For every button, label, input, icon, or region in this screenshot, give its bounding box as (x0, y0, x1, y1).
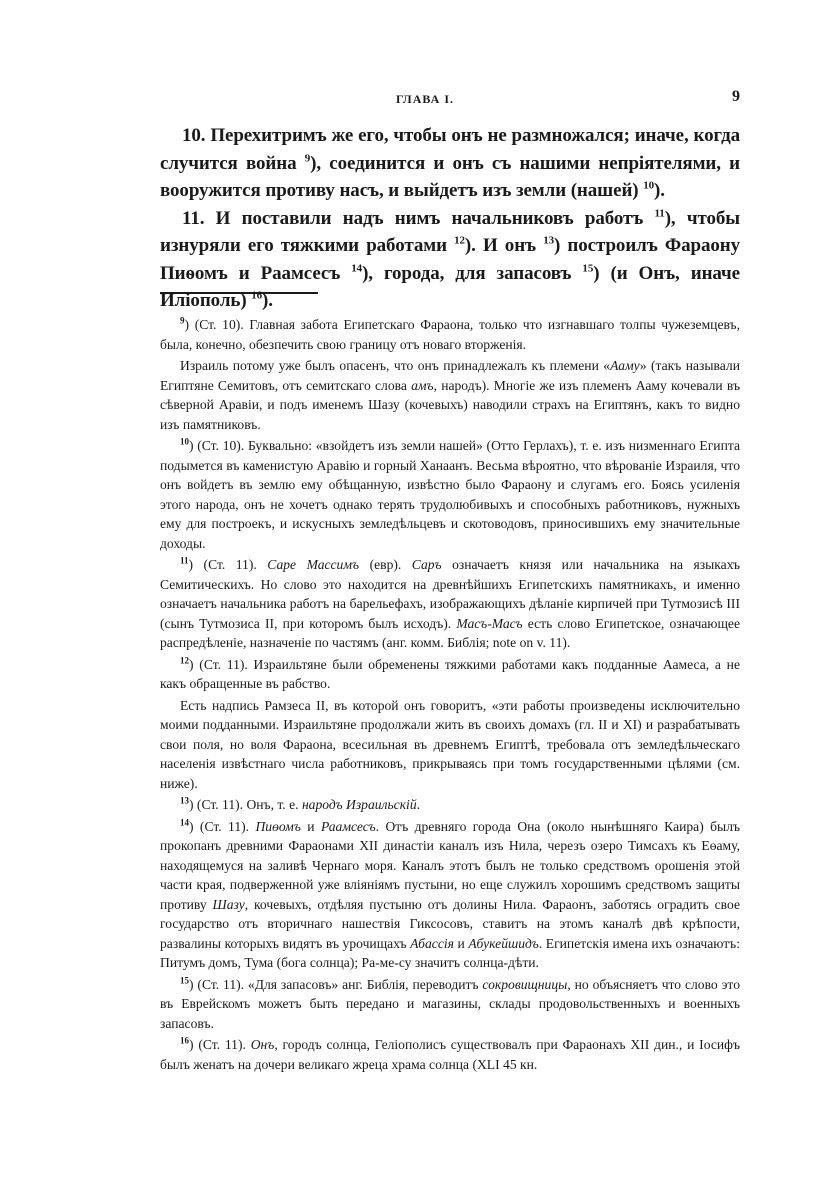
footnote-reference: 16 (251, 289, 263, 302)
footnote-marker: 10 (180, 436, 189, 447)
text-run: означаетъ князя или начальника на языкахъ Семитическихъ. Но слово это находится на древнѣйшихъ Египетскихъ памятникахъ, и именно означаетъ начальника работъ на барельефахъ, изображающихъ дѣланіе кирпичей при Тутмозисѣ III (сынъ Тутмозиса II, при которомъ былъ исходъ). (160, 557, 740, 631)
text-run: ) (Ст. 11). Израильтяне были обременены тяжкими работами какъ подданные Аамеса, а не какъ обращенные въ рабство. (160, 656, 740, 691)
footnote-marker: 9 (180, 315, 185, 326)
footnote-reference: 15 (582, 262, 594, 275)
footnote-9 (160, 315, 740, 354)
text-run: . Египетскія имена ихъ означаютъ: Питумъ домъ, Тума (бога солнца); Ра-ме-су значитъ солнца-дѣти. (160, 935, 740, 970)
footnote-reference: 13 (543, 234, 555, 247)
footnote-reference: 11 (654, 207, 665, 220)
footnote-10 (160, 436, 740, 553)
text-run: и (300, 818, 321, 834)
footnote-reference: 10 (643, 179, 654, 192)
italic-term: Саръ (411, 557, 442, 572)
footnote-12 (160, 655, 740, 694)
text-run: Перехитримъ же его, чтобы онъ не размножался; иначе, когда случится война (160, 125, 740, 174)
text-run: Есть надпись Рамзеса II, въ которой онъ говоритъ, «эти работы произведены исключительно моими подданными. Израильтяне продолжали жить въ своихъ домахъ (гл. II и XI) и разрабатывать свои поля, но воля Фараона, всесильная въ древнемъ Египтѣ, требовала отъ земледѣльческаго населенія извѣстнаго числа работниковъ, прикрываясь при томъ государственными цѣлями (см. ниже). (160, 697, 740, 791)
text-run: ) (и Онъ, иначе Иліополь) (160, 262, 740, 311)
footnote-9-cont (160, 356, 740, 434)
text-run: . (416, 797, 421, 812)
footnote-13 (160, 795, 740, 815)
text-run: ) построилъ Фараону Пиѳомъ и Раамсесъ (160, 235, 741, 284)
text-run: ), города, для запасовъ (362, 262, 583, 284)
italic-term: амъ (411, 377, 434, 393)
footnote-marker: 11 (180, 555, 189, 566)
text-run: ). (262, 290, 273, 311)
text-run: ) (Ст. 10). Главная забота Египетскаго Фараона, только что изгнавшаго толпы чужеземцевъ, была, конечно, обезпечить свою границу отъ новаго вторженія. (160, 317, 740, 352)
footnote-marker: 16 (180, 1035, 189, 1046)
text-run: ). И онъ (464, 235, 544, 256)
footnote-15 (160, 975, 740, 1034)
verse-number: 10. (182, 125, 211, 146)
verse-number: 11. (182, 207, 216, 229)
italic-term: Шазу (212, 896, 245, 912)
footnote-11 (160, 555, 740, 653)
text-run: Израиль потому уже былъ опасенъ, что онъ принадлежалъ къ племени « (180, 358, 611, 373)
text-run: , городъ солнца, Геліополисъ существовалъ при Фараонахъ XII дин., и Іосифъ былъ женатъ на дочери великаго жреца храма солнца (XLI 45 кн. (160, 1037, 740, 1072)
footnote-marker: 15 (180, 974, 189, 985)
footnote-separator (160, 292, 318, 294)
text-run: ), соединится и онъ съ нашими непріятелями, и вооружится противу насъ, и выйдетъ изъ земли (нашей) (160, 152, 741, 201)
italic-term: Абукейшидъ (468, 935, 539, 951)
text-run: ) (Ст. 11). Онъ, т. е. (189, 797, 302, 812)
text-run: ) (Ст. 10). Буквально: «взойдетъ изъ земли нашей» (Отто Герлахъ), т. е. изъ низменнаго Египта подымется въ каменистую Аравію и горный Ханаанъ. Весьма вѣроятно, что вѣрованіе Израиля, что онъ войдетъ въ землю ему обѣщанную, извѣстно было Фараону и слугамъ его. Боясь усиленія этого народа, онъ не хочетъ однако терять трудолюбивыхъ и способныхъ работниковъ, нужныхъ ему для построекъ, и искусныхъ земледѣльцевъ и скотоводовъ, приносившихъ ему значительные доходы. (160, 438, 740, 551)
running-head: ГЛАВА I. (395, 92, 454, 106)
text-run: . Отъ древняго города Она (около нынѣшняго Каира) былъ прокопанъ древними Фараонами XII династіи каналъ изъ Нила, черезъ озеро Тимсахъ къ Еѳаму, находящемуся на заливѣ Чернаго моря. Каналъ этотъ былъ не только средствомъ орошенія этой части края, подверженной уже вліяніямъ пустыни, но еще служилъ хорошимъ средствомъ защиты противу (160, 818, 741, 912)
italic-term: Онъ (250, 1037, 275, 1052)
footnote-14 (160, 817, 740, 973)
italic-term: Ааму (610, 358, 640, 373)
text-run: ) (Ст. 11). (189, 818, 256, 834)
italic-term: Сарe Массимъ (267, 557, 360, 572)
text-run: и (453, 935, 469, 951)
text-run: есть слово Египетское, означающее распредѣленіе, назначеніе по частямъ (анг. комм. Библія; note on v. 11). (160, 615, 740, 650)
footnote-12-cont (160, 696, 740, 794)
text-run: , но объясняетъ что слово это въ Еврейскомъ можетъ быть передано и магазины, склады продовольственныхъ и военныхъ запасовъ. (160, 976, 740, 1031)
page-header (160, 88, 740, 112)
text-run: ) (Ст. 11). (188, 557, 268, 572)
page-number: 9 (732, 88, 740, 105)
text-run: ), чтобы изнуряли его тяжкими работами (160, 207, 740, 256)
text-run: ) (Ст. 11). (189, 1037, 251, 1052)
italic-term: народъ Израильскій (301, 797, 417, 812)
text-run: И поставили надъ нимъ начальниковъ работъ (215, 207, 655, 229)
text-run: (евр). (359, 557, 412, 572)
text-run: ) (Ст. 11). «Для запасовъ» анг. Библія, переводитъ (189, 976, 483, 992)
italic-term: сокровищницы (482, 976, 568, 992)
footnote-reference: 12 (454, 234, 465, 247)
verse-block (160, 122, 740, 315)
italic-term: Пиѳомъ (255, 818, 301, 834)
footnote-reference: 14 (351, 262, 363, 275)
italic-term: Масъ-Масъ (456, 615, 523, 631)
footnote-marker: 12 (180, 654, 189, 665)
text-run: » (такъ называли Египтяне Семитовъ, отъ семитскаго слова (160, 358, 740, 393)
italic-term: Абассія (410, 935, 454, 951)
text-run: ). (654, 180, 665, 201)
verse-1 (160, 205, 740, 315)
footnotes-block (160, 315, 740, 1076)
text-run: , народъ). Многіе же изъ племенъ Ааму кочевали въ сѣверной Аравіи, и подъ именемъ Шазу (кочевыхъ) наводили страхъ на Египтянъ, какъ то видно изъ памятниковъ. (160, 377, 740, 432)
footnote-marker: 14 (180, 816, 189, 827)
text-run: , кочевыхъ, отдѣляя пустыню отъ долины Нила. Фараонъ, заботясь оградить свое государство отъ вторичнаго нашествія Гиксосовъ, ставитъ на этомъ каналѣ двѣ крѣпости, развалины которыхъ видятъ въ урочищахъ (160, 896, 740, 951)
italic-term: Раамсесъ (320, 818, 376, 834)
verse-0 (160, 122, 740, 205)
footnote-reference: 9 (304, 152, 311, 165)
footnote-marker: 13 (180, 795, 189, 806)
footnote-16 (160, 1035, 740, 1074)
